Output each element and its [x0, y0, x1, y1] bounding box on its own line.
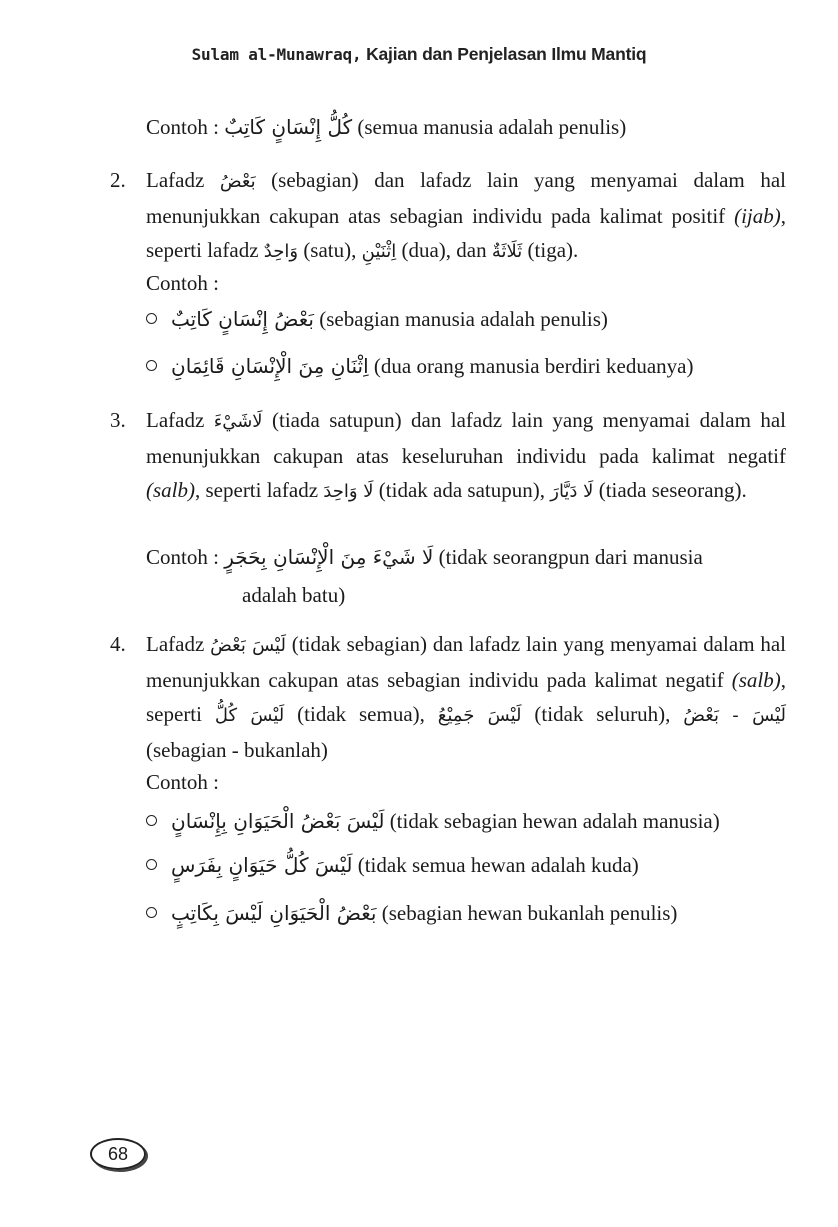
bullet-circle-icon — [146, 907, 157, 918]
text: (sebagian) dan lafadz lain yang menyamai dalam hal menunjukkan cakupan atas sebagian individu pada kalimat positif — [146, 168, 786, 228]
bullet-circle-icon — [146, 360, 157, 371]
list-item — [146, 302, 786, 336]
arabic-term: لَا وَاحِدَ — [323, 481, 374, 502]
text: (tiga). — [522, 238, 579, 262]
item-3-example — [146, 540, 786, 574]
header-title-part2: Kajian dan Penjelasan Ilmu Mantiq — [361, 44, 647, 64]
contoh-label: Contoh : — [146, 770, 219, 794]
bullet-circle-icon — [146, 859, 157, 870]
text: (tidak sebagian) dan lafadz lain yang menyamai dalam hal menunjukkan cakupan atas sebagian individu pada kalimat negatif — [146, 632, 786, 692]
arabic-term: لَيْسَ - بَعْضُ — [683, 705, 787, 726]
example-meaning-continued: adalah batu) — [242, 583, 346, 607]
item-number: 3. — [110, 408, 126, 432]
arabic-example: كُلُّ إِنْسَانٍ كَاتِبٌ — [224, 115, 353, 139]
bullet-circle-icon — [146, 313, 157, 324]
italic-term: (ijab) — [734, 204, 781, 228]
arabic-example: بَعْضُ الْحَيَوَانِ لَيْسَ بِكَاتِبٍ — [171, 901, 377, 925]
italic-term: (salb) — [731, 668, 781, 692]
text: (satu), — [298, 238, 362, 262]
arabic-term: لَاشَيْءَ — [213, 411, 263, 432]
arabic-example: بَعْضُ إِنْسَانٍ كَاتِبٌ — [171, 307, 314, 331]
arabic-term: اِثْنَيْنِ — [361, 241, 397, 262]
arabic-term: بَعْضُ — [219, 171, 256, 192]
text: (tiada seseorang). — [593, 478, 747, 502]
contoh-label: Contoh : — [146, 545, 225, 569]
item-3-paragraph — [146, 403, 786, 509]
arabic-term: وَاحِدٌ — [263, 241, 299, 262]
list-item — [146, 804, 786, 838]
arabic-example: لَيْسَ كُلُّ حَيَوَانٍ بِفَرَسٍ — [171, 853, 353, 877]
contoh-label: Contoh : — [146, 115, 225, 139]
list-item — [146, 349, 786, 383]
running-header — [0, 44, 838, 65]
text: (tidak seluruh), — [521, 702, 684, 726]
arabic-term: لَا دَيَّارَ — [550, 481, 594, 502]
text: Lafadz — [146, 408, 214, 432]
page-number: 68 — [90, 1138, 146, 1170]
text: Lafadz — [146, 632, 211, 656]
example-meaning: (sebagian hewan bukanlah penulis) — [376, 901, 678, 925]
arabic-example: لَا شَيْءَ مِنَ الْإِنْسَانِ بِحَجَرٍ — [224, 545, 434, 569]
contoh-label: Contoh : — [146, 271, 219, 295]
text: (tidak ada satupun), — [373, 478, 551, 502]
example-meaning: (tidak sebagian hewan adalah manusia) — [384, 809, 720, 833]
text: (dua), dan — [396, 238, 492, 262]
bullet-circle-icon — [146, 815, 157, 826]
arabic-term: ثَلَاثَةٌ — [491, 241, 523, 262]
arabic-term: لَيْسَ بَعْضُ — [210, 635, 286, 656]
text: , seperti — [146, 668, 786, 726]
item-2-paragraph — [146, 163, 786, 269]
arabic-term: لَيْسَ جَمِيْعُ — [437, 705, 522, 726]
text: (sebagian - bukanlah) — [146, 738, 328, 762]
arabic-example: اِثْنَانِ مِنَ الْإِنْسَانِ قَائِمَانِ — [171, 354, 369, 378]
arabic-example: لَيْسَ بَعْضُ الْحَيَوَانِ بِإِنْسَانٍ — [171, 809, 385, 833]
item-number: 2. — [110, 168, 126, 192]
text: , seperti lafadz — [195, 478, 324, 502]
example-meaning: (tidak semua hewan adalah kuda) — [352, 853, 639, 877]
arabic-term: لَيْسَ كُلُّ — [214, 705, 285, 726]
item-4-paragraph — [146, 627, 786, 767]
item-number: 4. — [110, 632, 126, 656]
example-meaning: (sebagian manusia adalah penulis) — [314, 307, 608, 331]
text: Lafadz — [146, 168, 220, 192]
example-meaning: (dua orang manusia berdiri keduanya) — [368, 354, 694, 378]
list-item — [146, 896, 786, 930]
text: (tidak semua), — [284, 702, 438, 726]
header-title-part1: Sulam al-Munawraq, — [191, 45, 362, 64]
example-meaning: (semua manusia adalah penulis) — [352, 115, 627, 139]
top-example — [146, 110, 786, 144]
text: , seperti lafadz — [146, 204, 786, 262]
text: (tiada satupun) dan lafadz lain yang menyamai dalam hal menunjukkan cakupan atas keseluruhan individu pada kalimat negatif — [146, 408, 786, 468]
italic-term: (salb) — [146, 478, 195, 502]
list-item — [146, 848, 786, 882]
example-meaning: (tidak seorangpun dari manusia — [433, 545, 703, 569]
